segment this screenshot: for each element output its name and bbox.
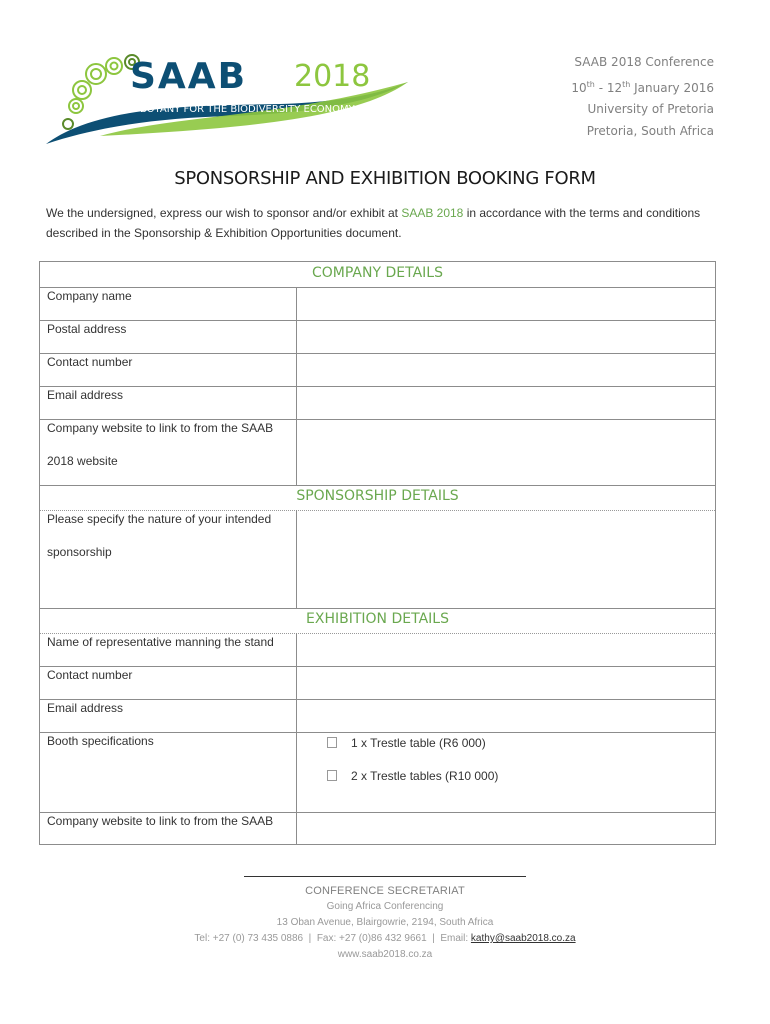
company-email-label: Email address [47,388,124,402]
secretariat-heading: CONFERENCE SECRETARIAT [305,885,465,897]
sponsorship-nature-field[interactable] [297,511,715,608]
secretariat-contacts: Tel: +27 (0) 73 435 0886 | Fax: +27 (0)86 432 9661 | Email: kathy@saab2018.co.za [194,933,576,944]
company-name-label: Company name [47,289,132,303]
postal-address-label: Postal address [47,322,127,336]
footer-divider [244,876,526,877]
logo-brand-text: SAAB [130,56,248,97]
booth-option-1[interactable]: 1 x Trestle table (R6 000) [327,736,486,750]
company-contact-number-label: Contact number [47,355,133,369]
exhibition-details-heading: EXHIBITION DETAILS [306,611,449,627]
exhibition-contact-number-field[interactable] [297,667,715,699]
representative-name-field[interactable] [297,634,715,666]
saab-logo-graphic [40,44,440,154]
sponsorship-nature-label-line1: Please specify the nature of your intended [47,512,272,526]
intro-highlight: SAAB 2018 [401,206,464,220]
exhibition-email-field[interactable] [297,700,715,732]
conference-dates: 10th - 12th January 2016 [571,79,714,95]
logo-tagline: BOTANY FOR THE BIODIVERSITY ECONOMY [140,104,355,115]
exhibition-website-label: Company website to link to from the SAAB [47,814,274,828]
intro-paragraph: We the undersigned, express our wish to sponsor and/or exhibit at SAAB 2018 in accordance with the terms and conditions described in the Sponsorship & Exhibition Opportunities document. [46,206,701,240]
representative-name-label: Name of representative manning the stand [47,635,274,649]
postal-address-field[interactable] [297,321,715,353]
exhibition-website-field[interactable] [297,813,715,844]
exhibition-contact-number-label: Contact number [47,668,133,682]
company-name-field[interactable] [297,288,715,320]
conference-location: Pretoria, South Africa [586,123,714,138]
company-email-field[interactable] [297,387,715,419]
conference-info [571,52,714,142]
booking-form-table [39,261,716,845]
exhibition-email-label: Email address [47,701,124,715]
booth-option-2[interactable]: 2 x Trestle tables (R10 000) [327,769,498,783]
secretariat-footer [0,876,770,963]
company-website-label-line1: Company website to link to from the SAAB [47,421,274,435]
logo-year-text: 2018 [294,59,371,94]
booth-option-2-checkbox[interactable] [327,770,337,781]
form-title: SPONSORSHIP AND EXHIBITION BOOKING FORM [174,168,596,189]
conference-venue: University of Pretoria [587,102,714,116]
secretariat-tel: Tel: +27 (0) 73 435 0886 [194,933,304,944]
secretariat-org: Going Africa Conferencing [326,901,444,912]
conference-name: SAAB 2018 Conference [574,55,714,69]
secretariat-address: 13 Oban Avenue, Blairgowrie, 2194, South Africa [276,917,494,928]
company-contact-number-field[interactable] [297,354,715,386]
secretariat-email-link[interactable]: kathy@saab2018.co.za [470,933,576,944]
sponsorship-nature-label-line2: sponsorship [47,545,112,559]
booth-specifications-label: Booth specifications [47,734,154,748]
company-details-heading: COMPANY DETAILS [312,265,443,281]
sponsorship-details-heading: SPONSORSHIP DETAILS [296,488,459,504]
secretariat-website[interactable]: www.saab2018.co.za [337,949,433,960]
secretariat-fax: Fax: +27 (0)86 432 9661 [316,933,427,944]
company-website-field[interactable] [297,420,715,485]
booth-option-1-checkbox[interactable] [327,737,337,748]
company-website-label-line2: 2018 website [47,454,118,468]
saab-2018-logo [40,44,440,154]
